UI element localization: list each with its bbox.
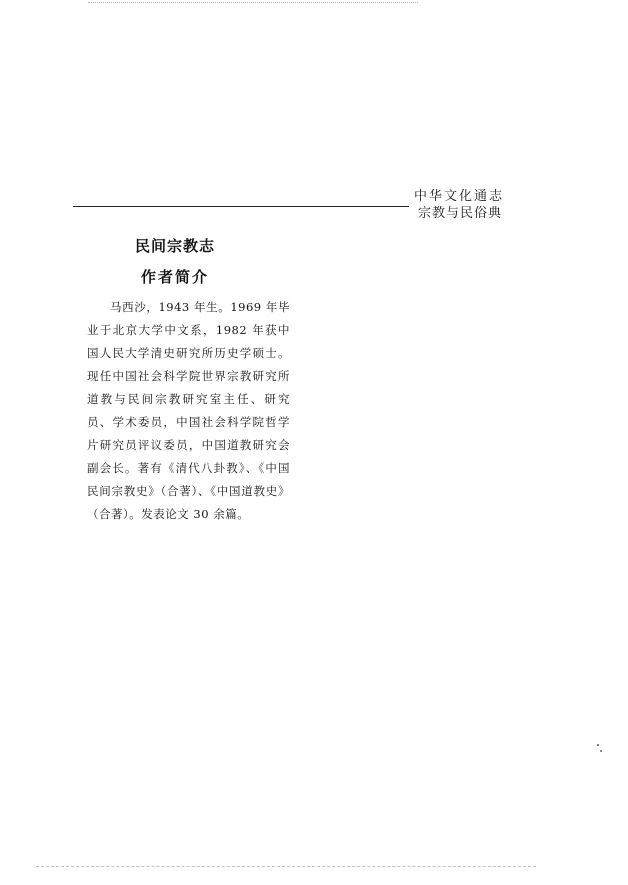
- scan-speck: [597, 744, 599, 746]
- book-title: 民间宗教志: [134, 237, 215, 255]
- series-title-line2: 宗教与民俗典: [418, 206, 503, 221]
- series-title-line1: 中华文化通志: [414, 189, 505, 204]
- series-title: [414, 188, 534, 222]
- scan-speck: [600, 750, 602, 752]
- author-bio: 马西沙，1943 年生。1969 年毕业于北京大学中文系，1982 年获中国人民大学清史研究所历史学硕士。现任中国社会科学院世界宗教研究所道教与民间宗教研究室主任、研究员、学术委员，中国社会科学院哲学片研究员评议委员，中国道教研究会副会长。著有《清代八卦教》、《中国民间宗教史》（合著）、《中国道教史》（合著）。发表论文 30 余篇。: [87, 300, 290, 521]
- section-title: 作者简介: [140, 268, 209, 286]
- scan-edge-top: [88, 2, 418, 3]
- scan-edge-bottom: [36, 866, 536, 867]
- header-rule: [73, 206, 409, 207]
